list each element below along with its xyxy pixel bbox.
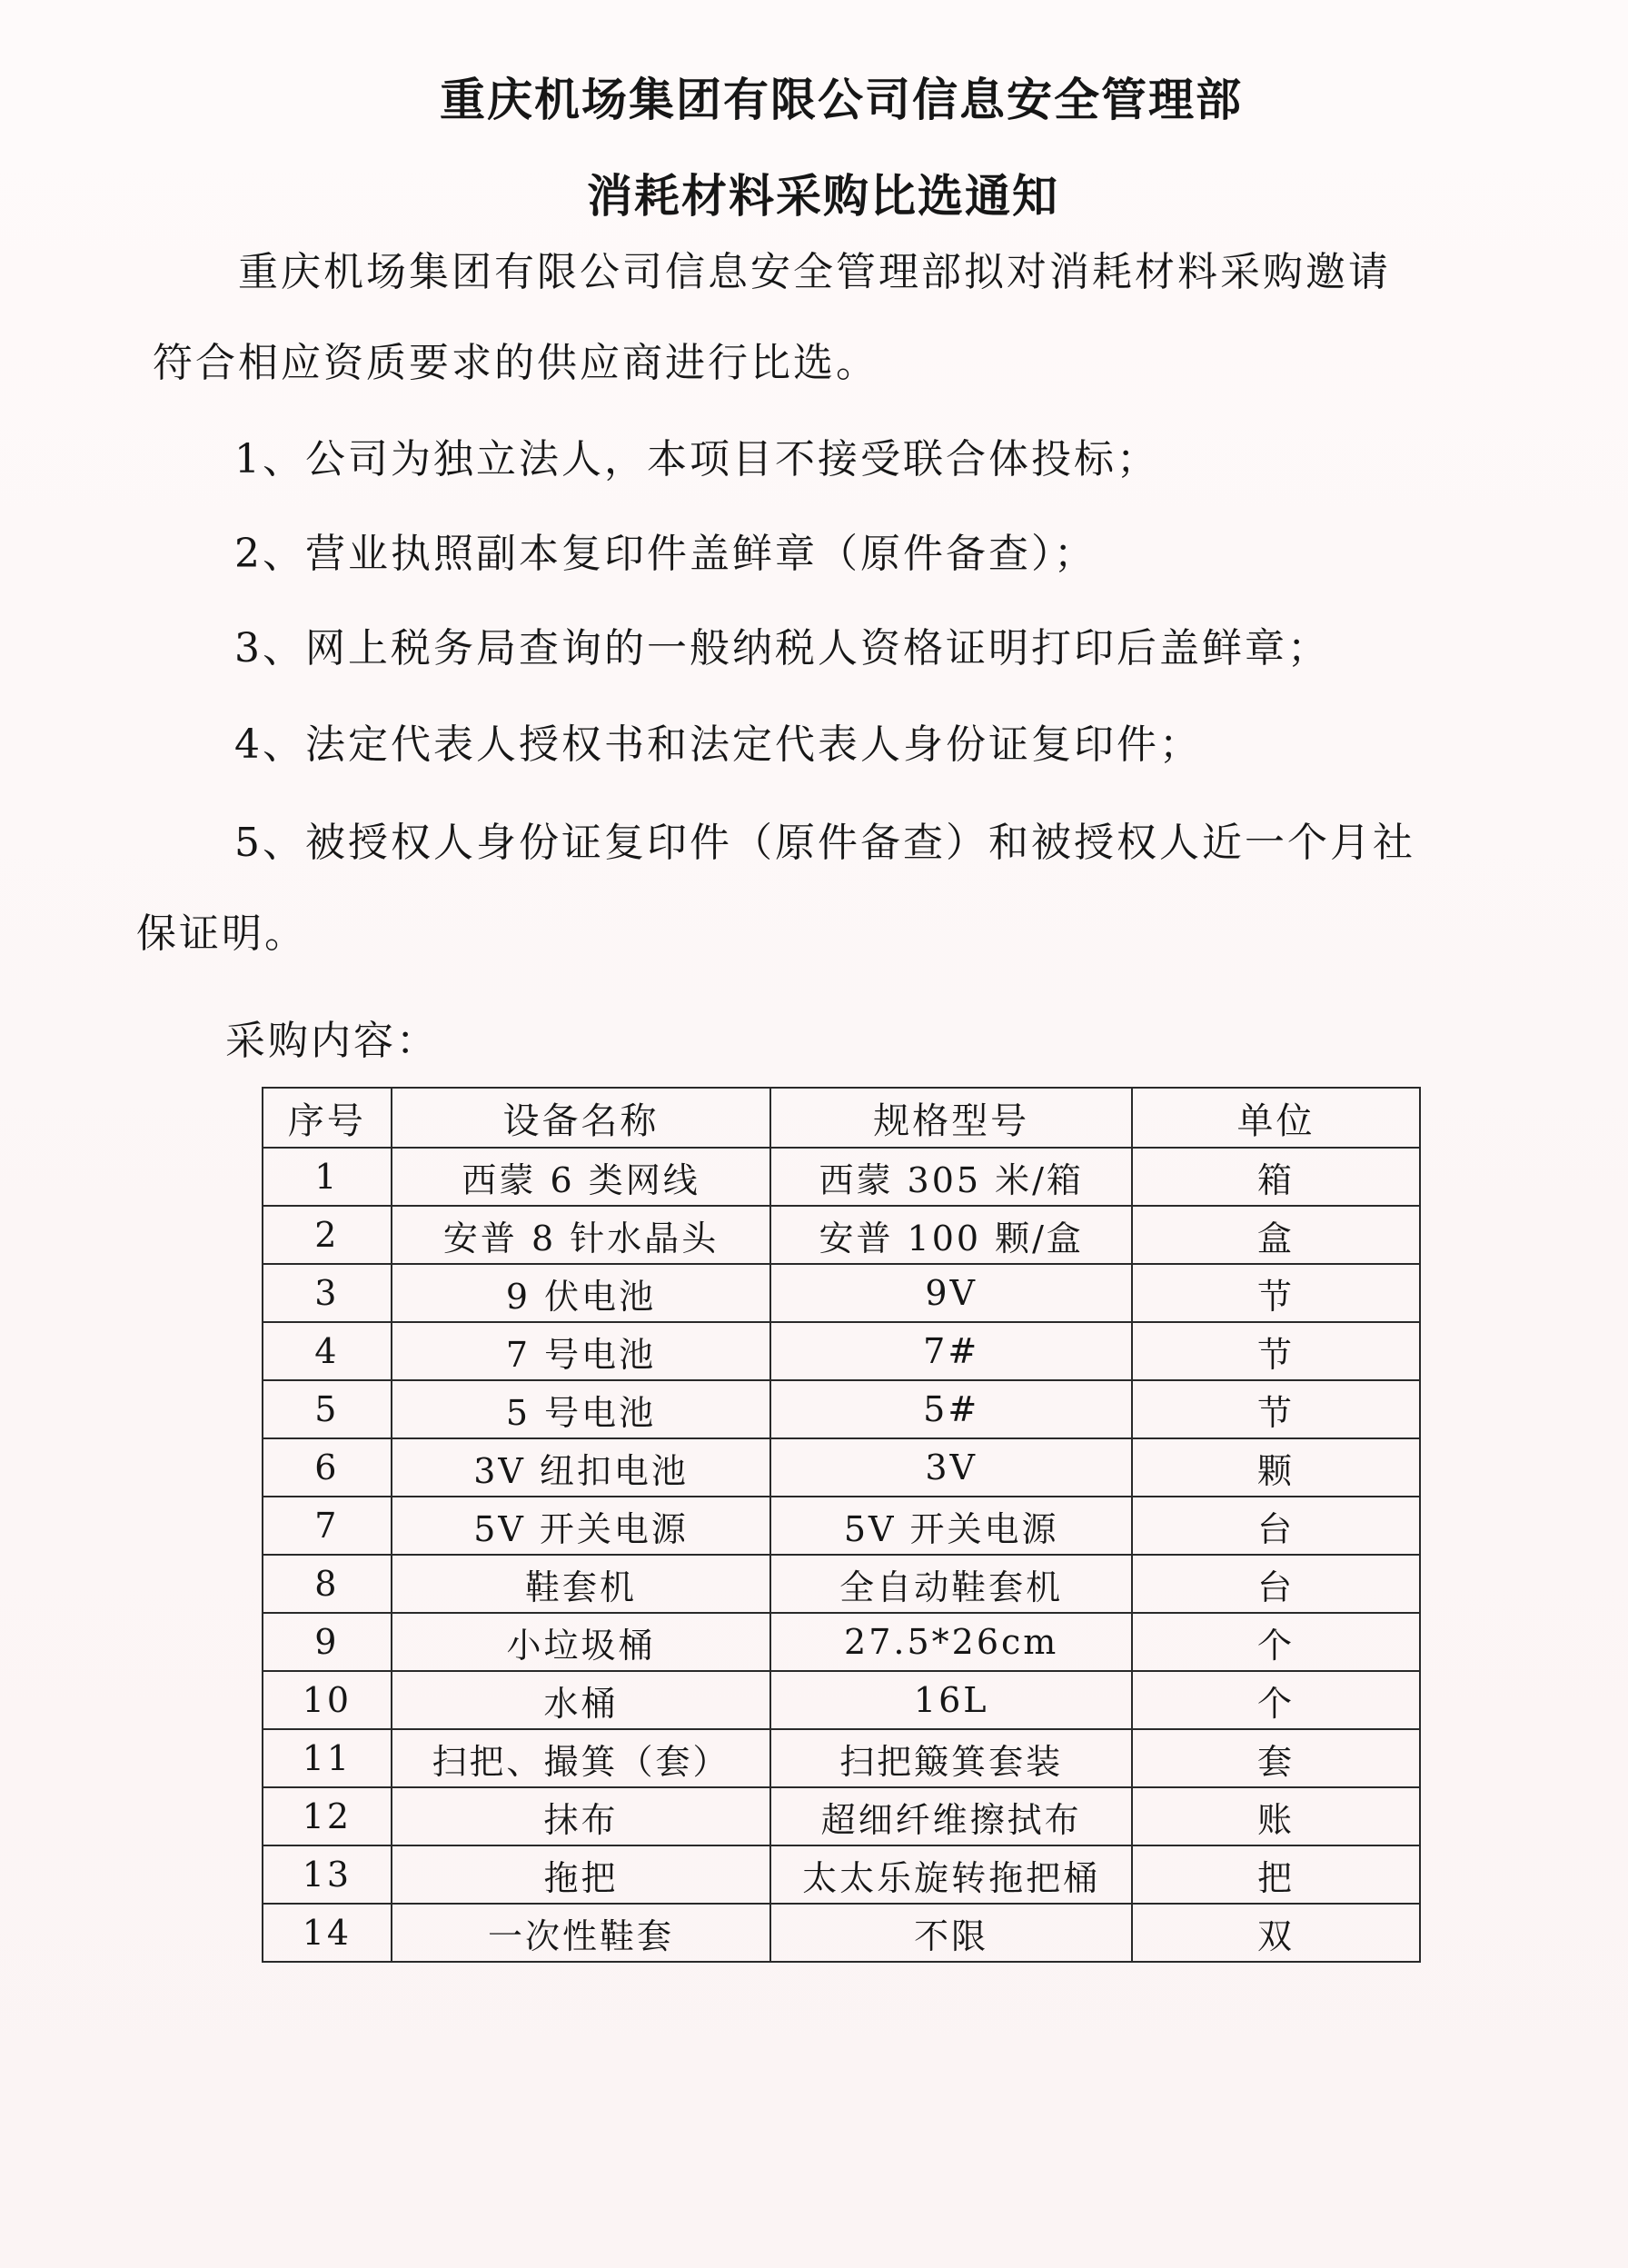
cell-item-name: 7 号电池 <box>392 1322 771 1380</box>
table-row <box>263 1497 1420 1555</box>
cell-item-name: 9 伏电池 <box>392 1264 771 1322</box>
cell-unit: 套 <box>1132 1729 1420 1787</box>
header-index: 序号 <box>263 1088 392 1148</box>
header-item-name: 设备名称 <box>392 1088 771 1148</box>
cell-index: 11 <box>263 1729 392 1787</box>
table-row <box>263 1148 1420 1206</box>
cell-item-name: 5 号电池 <box>392 1380 771 1438</box>
cell-item-name: 小垃圾桶 <box>392 1613 771 1671</box>
cell-spec: 扫把簸箕套装 <box>770 1729 1132 1787</box>
cell-spec: 西蒙 305 米/箱 <box>770 1148 1132 1206</box>
cell-unit: 节 <box>1132 1264 1420 1322</box>
cell-index: 1 <box>263 1148 392 1206</box>
intro-line-2: 符合相应资质要求的供应商进行比选。 <box>153 340 879 386</box>
cell-unit: 颗 <box>1132 1438 1420 1497</box>
content-heading: 采购内容： <box>225 1018 439 1064</box>
table-row <box>263 1322 1420 1380</box>
cell-spec: 超细纤维擦拭布 <box>770 1787 1132 1845</box>
cell-unit: 节 <box>1132 1380 1420 1438</box>
document-title: 重庆机场集团有限公司信息安全管理部 <box>440 74 1243 126</box>
requirement-5-continued: 保证明。 <box>136 910 307 957</box>
cell-unit: 台 <box>1132 1555 1420 1613</box>
cell-spec: 不限 <box>770 1904 1132 1962</box>
cell-spec: 27.5*26cm <box>770 1613 1132 1671</box>
cell-item-name: 安普 8 针水晶头 <box>392 1206 771 1264</box>
cell-spec: 7# <box>770 1322 1132 1380</box>
cell-index: 10 <box>263 1671 392 1729</box>
procurement-table <box>262 1087 1421 1963</box>
cell-spec: 5# <box>770 1380 1132 1438</box>
table-row <box>263 1787 1420 1845</box>
cell-item-name: 5V 开关电源 <box>392 1497 771 1555</box>
table-row <box>263 1613 1420 1671</box>
cell-index: 13 <box>263 1845 392 1904</box>
table-row <box>263 1729 1420 1787</box>
cell-index: 4 <box>263 1322 392 1380</box>
cell-item-name: 水桶 <box>392 1671 771 1729</box>
requirement-2: 2、营业执照副本复印件盖鲜章（原件备查）； <box>234 531 1097 577</box>
cell-index: 7 <box>263 1497 392 1555</box>
cell-unit: 账 <box>1132 1787 1420 1845</box>
cell-unit: 盒 <box>1132 1206 1420 1264</box>
requirement-1: 1、公司为独立法人，本项目不接受联合体投标； <box>234 436 1159 482</box>
cell-index: 12 <box>263 1787 392 1845</box>
cell-index: 5 <box>263 1380 392 1438</box>
cell-spec: 5V 开关电源 <box>770 1497 1132 1555</box>
table-row <box>263 1904 1420 1962</box>
table-row <box>263 1438 1420 1497</box>
table-header-row <box>263 1088 1420 1148</box>
requirement-4: 4、法定代表人授权书和法定代表人身份证复印件； <box>234 721 1202 768</box>
cell-unit: 把 <box>1132 1845 1420 1904</box>
cell-spec: 16L <box>770 1671 1132 1729</box>
cell-item-name: 扫把、撮箕（套） <box>392 1729 771 1787</box>
cell-spec: 3V <box>770 1438 1132 1497</box>
cell-item-name: 鞋套机 <box>392 1555 771 1613</box>
document-subtitle: 消耗材料采购比选通知 <box>587 170 1059 223</box>
cell-item-name: 西蒙 6 类网线 <box>392 1148 771 1206</box>
cell-unit: 箱 <box>1132 1148 1420 1206</box>
intro-line-1: 重庆机场集团有限公司信息安全管理部拟对消耗材料采购邀请 <box>238 249 1391 295</box>
cell-spec: 9V <box>770 1264 1132 1322</box>
cell-spec: 全自动鞋套机 <box>770 1555 1132 1613</box>
cell-index: 2 <box>263 1206 392 1264</box>
cell-unit: 节 <box>1132 1322 1420 1380</box>
cell-item-name: 拖把 <box>392 1845 771 1904</box>
table-row <box>263 1555 1420 1613</box>
cell-spec: 太太乐旋转拖把桶 <box>770 1845 1132 1904</box>
cell-unit: 台 <box>1132 1497 1420 1555</box>
header-spec: 规格型号 <box>770 1088 1132 1148</box>
cell-unit: 个 <box>1132 1613 1420 1671</box>
cell-index: 14 <box>263 1904 392 1962</box>
table-row <box>263 1380 1420 1438</box>
table-row <box>263 1264 1420 1322</box>
table-row <box>263 1671 1420 1729</box>
cell-item-name: 抹布 <box>392 1787 771 1845</box>
cell-unit: 个 <box>1132 1671 1420 1729</box>
cell-index: 3 <box>263 1264 392 1322</box>
cell-spec: 安普 100 颗/盒 <box>770 1206 1132 1264</box>
header-unit: 单位 <box>1132 1088 1420 1148</box>
cell-index: 8 <box>263 1555 392 1613</box>
cell-index: 6 <box>263 1438 392 1497</box>
cell-item-name: 3V 纽扣电池 <box>392 1438 771 1497</box>
table-row <box>263 1845 1420 1904</box>
cell-unit: 双 <box>1132 1904 1420 1962</box>
table-row <box>263 1206 1420 1264</box>
requirement-5: 5、被授权人身份证复印件（原件备查）和被授权人近一个月社 <box>234 820 1415 866</box>
cell-item-name: 一次性鞋套 <box>392 1904 771 1962</box>
cell-index: 9 <box>263 1613 392 1671</box>
requirement-3: 3、网上税务局查询的一般纳税人资格证明打印后盖鲜章； <box>234 625 1330 671</box>
